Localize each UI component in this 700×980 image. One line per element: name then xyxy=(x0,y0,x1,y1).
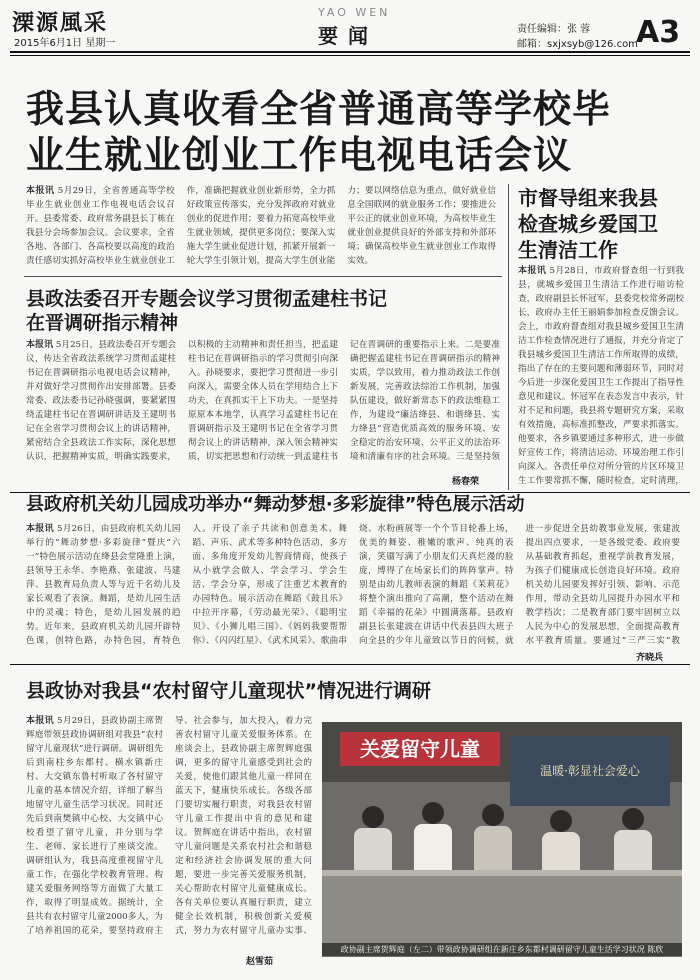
story-e-article xyxy=(26,714,312,950)
photo-caption xyxy=(322,943,682,957)
column-divider xyxy=(508,184,509,490)
table-edge xyxy=(322,870,682,876)
lead-article xyxy=(26,184,496,270)
issue-date: 2015年6月1日 星期一 xyxy=(14,38,116,49)
header-rule-thin xyxy=(10,55,690,56)
editor-credit: 责任编辑：张 蓉 xyxy=(517,24,591,35)
photo-banner: 关爱留守儿童 xyxy=(340,732,500,766)
person-body xyxy=(414,824,452,872)
section-title: 要闻 xyxy=(318,24,378,48)
divider xyxy=(24,276,502,277)
story-b-byline: 本报讯 xyxy=(26,340,54,350)
story-b-headline-line2: 在晋调研指示精神 xyxy=(26,312,179,334)
section-english: YAO WEN xyxy=(318,6,391,19)
story-b-author: 杨春荣 xyxy=(452,477,480,487)
lead-byline: 本报讯 xyxy=(26,186,55,196)
story-c-headline-line2: 检查城乡爱国卫 xyxy=(518,212,658,236)
story-c-body: 5月28日，市政府督查组一行到我县，就城乡爱国卫生清洁工作进行暗访检查，政府副县长怀冠军，县委党校常务副校长，政府办主任王丽娟参加检查反馈会议。会上，市政府督查组对我县城乡爱国卫生清洁工作检查情况进行了通报，并充分肯定了我县城乡爱国卫生清洁工作所取得的成绩，指出了存在的主要问题和薄弱环节，同时对今后进一步深化爱国卫生工作提出了指导性意见和建议。怀冠军在表态发言中表示，针对不足和问题，我县将专题研究方案，采取有效措施，高标准抓整改，严要求抓落实。他要求，各乡镇要通过多种形式，进一步做好宣传工作，将清洁运动、环境治理工作引向深入。各责任单位对所分管的片区环境卫生工作要常抓不懈，随时检查，定时清理， xyxy=(518,266,684,486)
photo-credit: 陈欣 xyxy=(647,945,664,954)
lead-body: 5月29日，全省普通高等学校毕业生就业创业工作电视电话会议召开。县委常委、政府常务副县长丁栋在我县分会场参加会议。会议要求，全省各地、各部门、各高校要以高度的政治责任感切实抓好高校毕业生就业创业工作，准确把握就业创业新形势，全力抓好政策宣传落实，充分发挥政府对就业创业的促进作用；要着力拓宽高校毕业生就业领域，提供更多岗位；要深入实施大学生就业促进计划，抓紧开展新一轮大学生引领计划，提高大学生创业能力；要以网络信息为重点，做好就业信息全国联网的就业服务工作；要推进公平公正的就业创业环境，为高校毕业生就业创业提供良好的外部支持和外部环境；确保高校毕业生就业创业工作取得实效。 xyxy=(26,186,496,266)
lead-headline-line1: 我县认真收看全省普通高等学校毕 xyxy=(26,87,612,131)
person-body xyxy=(614,830,652,872)
story-b-headline-line1: 县政法委召开专题会议学习贯彻孟建柱书记 xyxy=(26,288,388,310)
person-head xyxy=(482,804,504,826)
person-body xyxy=(542,832,580,872)
story-e-headline: 县政协对我县“农村留守儿童现状”情况进行调研 xyxy=(26,680,431,702)
story-c-article xyxy=(518,264,684,486)
photo-board: 温暖·彰显社会爱心 xyxy=(510,736,670,806)
person-head xyxy=(422,802,444,824)
masthead-brand: 溧源風采 xyxy=(12,10,109,36)
story-e-byline: 本报讯 xyxy=(26,716,54,726)
news-photo xyxy=(322,722,682,956)
story-c-headline-line1: 市督导组来我县 xyxy=(518,186,658,210)
person-body xyxy=(354,828,392,872)
person-head xyxy=(362,806,384,828)
story-d-author: 齐晓兵 xyxy=(636,653,664,663)
photo-caption-text: 政协副主席贺辉庭（左二）带领政协调研组在新庄乡东都村调研留守儿童生活学习状况 xyxy=(340,945,645,954)
person-head xyxy=(550,810,572,832)
story-c-byline: 本报讯 xyxy=(518,266,547,276)
page-number: A3 xyxy=(636,15,681,50)
story-d-body: 5月26日，由县政府机关幼儿园举行的“舞动梦想·多彩旋律”暨庆“六一”特色展示活动在绛县会堂隆重上演，县领导王永华、李艳燕、张建波、马建萍、县教育局负责人等与近千名幼儿及家长观看了表演。舞蹈，是幼儿园生活中的灵魂；特色，是幼儿园发展的趋势。近年来，县政府机关幼儿园开辟特色课，创特色路，办特色园，育特色人。开设了亲子共读和创意美术、舞蹈、声乐、武术等多种特色活动，多方面、多角度开发幼儿智商情商，使孩子从小就学会做人、学会学习、学会生活、学会分享，形成了注重艺术教育的办园特色。展示活动在舞蹈《鼓且乐》中拉开序幕，《劳动最光荣》、《聪明宝贝》、《小狮儿唱三国》、《妈妈我要帮帮你》、《闪闪红星》、《武术风采》、歌曲串烧、水粉画展等一个个节目轮番上场，优美的舞姿、稚嫩的歌声、纯真的表演，笑靥写满了小朋友们天真烂漫的脸庞，博得了在场家长们的阵阵掌声。特别是由幼儿教师表演的舞蹈《茉莉花》将整个演出推向了高潮，整个活动在舞蹈《幸福的花朵》中圆满落幕。县政府副县长张建波在讲话中代表县四大班子向全县的少年儿童致以节日的问候，就进一步促进全县幼教事业发展，张建波提出四点要求，一是各级党委、政府要从基础教育抓起，重视学前教育发展，为孩子们健康成长创造良好环境。政府机关幼儿园要发挥好引领、影响、示范作用，带动全县幼儿园提升办园水平和教学档次；二是教育部门要牢固树立以人民为中心的发展思想，全面提高教育水平教育质量。要通过“三严三实”教 xyxy=(26,524,680,646)
header-rule xyxy=(10,51,690,53)
story-d-headline: 县政府机关幼儿园成功举办“舞动梦想·多彩旋律”特色展示活动 xyxy=(26,494,525,515)
editor-email: 邮箱：sxjxsyb@126.com xyxy=(517,39,638,50)
story-b-article xyxy=(26,338,500,470)
story-c-headline-line3: 生清洁工作 xyxy=(518,238,618,262)
story-d-article xyxy=(26,522,680,648)
lead-headline-line2: 业生就业创业工作电视电话会议 xyxy=(26,133,573,177)
section-divider xyxy=(10,664,690,665)
person-body xyxy=(474,826,512,872)
story-b-body: 5月25日，县政法委召开专题会议，传达全省政法系统学习贯彻孟建柱书记在晋调研指示电视电话会议精神，并对做好学习贯彻作出安排部署。县委常委、政法委书记孙晓强调，要紧紧围绕孟建柱书记在晋调研讲话及王建明书记在全省学习贯彻会议上的讲话精神，紧密结合全县政法工作实际，深化思想认识，把握精神实质，明确实践要求，以积极的主动精神和责任担当，把孟建柱书记在晋调研指示的学习贯彻引向深入。孙晓要求，要把学习贯彻进一步引向深入，需要全体人员在学用结合上下功夫，在真抓实干上下功夫。一是坚持原原本本地学，认真学习孟建柱书记在晋调研指示及王建明书记在全省学习贯彻会议上的讲话精神，深入领会精神实质，切实把思想和行动统一到孟建柱书记在晋调研的重要指示上来。二是要准确把握孟建柱书记在晋调研指示的精神实质，学以致用，着力推动政法工作创新发展，完善政法综治工作机制，加强队伍建设，做好新常态下的政法维稳工作，为建设“廉洁绛县、和谐绛县、实力绛县”营造优质高效的服务环境、安全稳定的治安环境、公平正义的法治环境和清廉有序的社会环境。三是坚持领 xyxy=(26,340,500,462)
story-e-body: 5月29日，县政协副主席贺辉庭带领县政协调研组对我县“农村留守儿童现状”进行调研。调研组先后到南柱乡东都村、横水镇新庄村、大交镇东鲁村听取了各村留守儿童的基本情况介绍，详细了解当地留守儿童生活学习状况。同时还先后到南樊镇中心校、大交镇中心校看望了留守儿童，并分别与学生、老师、家长进行了座谈交流。调研组认为，我县高度重视留守儿童工作，在强化学校教育管理、构建关爱服务网络等方面做了大量工作，取得了明显成效。据统计，全县共有农村留守儿童2000多人，为了培养祖国的花朵，要坚持政府主导、社会参与，加大投入，着力完善农村留守儿童关爱服务体系。在座谈会上，县政协副主席贺辉庭强调，更多的留守儿童感受到社会的关爱，使他们跟其他儿童一样同在蓝天下，健康快乐成长。各级各部门要切实履行职责，对我县农村留守儿童工作提出中肯的意见和建议。贺辉庭在讲话中指出，农村留守儿童问题是关系农村社会和谐稳定和经济社会协调发展的重大问题，要进一步完善关爱服务机制，关心帮助农村留守儿童健康成长。各有关单位要认真履行职责，建立健全长效机制，积极创新关爱模式，努力为农村留守儿童办实事、 xyxy=(26,716,312,936)
story-e-author: 赵雪茹 xyxy=(246,957,274,967)
story-d-byline: 本报讯 xyxy=(26,524,54,534)
person-head xyxy=(622,808,644,830)
